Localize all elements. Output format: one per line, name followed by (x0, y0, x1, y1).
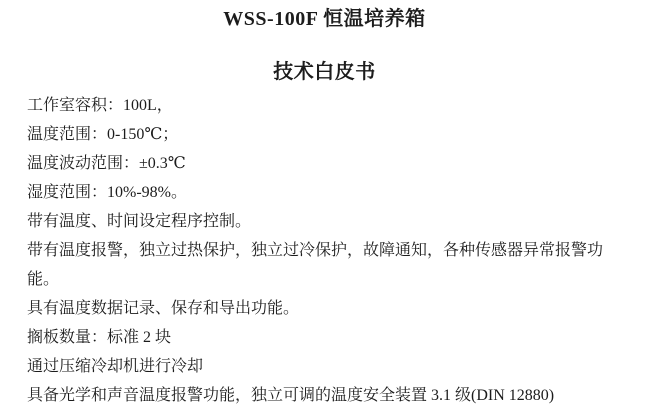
spec-line-humidity-range: 湿度范围：10%-98%。 (27, 184, 187, 201)
spec-line-chamber-volume: 工作室容积：100L， (27, 97, 173, 114)
spec-line-safety-device: 具备光学和声音温度报警功能，独立可调的温度安全装置 3.1 级(DIN 12880) (27, 387, 555, 404)
document-subtitle: 技术白皮书 (273, 61, 376, 83)
spec-line-alarm-protection: 带有温度报警，独立过热保护，独立过冷保护，故障通知，各种传感器异常报警功能。 (27, 242, 604, 288)
spec-line-data-logging: 具有温度数据记录、保存和导出功能。 (27, 300, 300, 317)
spec-line-program-control: 带有温度、时间设定程序控制。 (27, 213, 252, 230)
spec-line-temp-fluctuation: 温度波动范围：±0.3℃ (27, 155, 186, 172)
spec-line-shelf-count: 搁板数量：标准 2 块 (27, 329, 172, 346)
spec-line-compressor-cooling: 通过压缩冷却机进行冷却 (27, 358, 204, 375)
spec-line-temperature-range: 温度范围：0-150℃； (27, 126, 179, 143)
spec-list (0, 84, 649, 410)
document-title: WSS-100F 恒温培养箱 (223, 8, 426, 30)
